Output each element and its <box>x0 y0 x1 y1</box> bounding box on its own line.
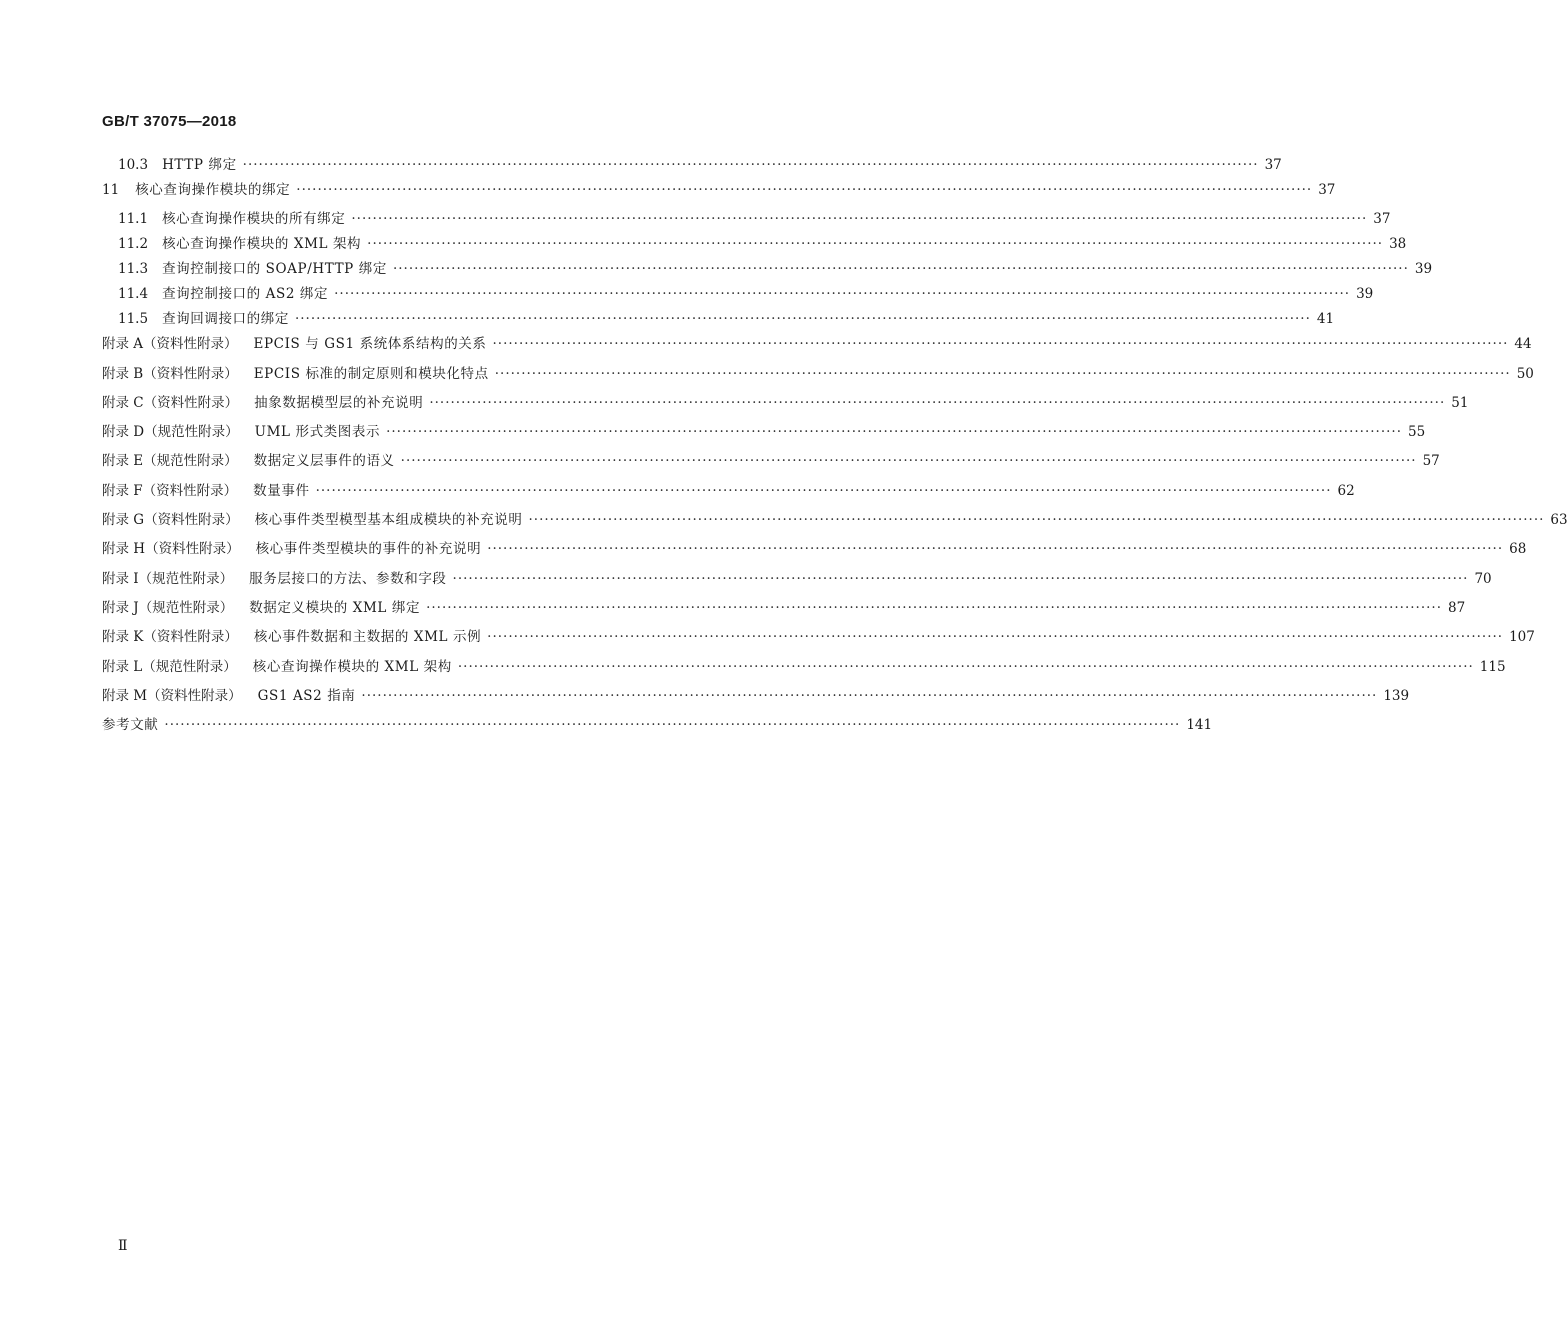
toc-entry-number: 11.3 <box>118 261 149 278</box>
toc-entry-page: 57 <box>1422 453 1440 470</box>
toc-entry[interactable] <box>102 307 1335 332</box>
toc-entry-title: 核心查询操作模块的 XML 架构 <box>252 658 452 675</box>
toc-entry-page: 37 <box>1318 182 1336 198</box>
toc-entry-title: 核心查询操作模块的 XML 架构 <box>162 236 362 253</box>
toc-entry[interactable] <box>102 153 1282 178</box>
toc-entry[interactable] <box>102 684 1410 713</box>
toc-leader-dots <box>487 541 1503 557</box>
toc-entry-number: 附录 F（资料性附录） <box>102 482 238 499</box>
toc-leader-dots <box>351 211 1367 227</box>
toc-entry-title: 查询控制接口的 AS2 绑定 <box>162 286 329 303</box>
toc-entry-title: GS1 AS2 指南 <box>257 687 356 704</box>
toc-leader-dots <box>429 395 1445 411</box>
standard-code-header: GB/T 37075—2018 <box>102 113 237 130</box>
toc-entry-page: 39 <box>1414 261 1433 278</box>
toc-entry[interactable] <box>102 332 1532 361</box>
toc-entry-title: 查询控制接口的 SOAP/HTTP 绑定 <box>162 261 387 278</box>
toc-entry-number: 附录 I（规范性附录） <box>102 570 234 587</box>
toc-entry-page: 41 <box>1316 311 1335 328</box>
toc-entry-title: 查询回调接口的绑定 <box>162 311 289 328</box>
toc-leader-dots <box>458 659 1474 675</box>
toc-entry-number: 11.2 <box>118 236 149 253</box>
toc-leader-dots <box>493 336 1509 352</box>
toc-entry[interactable] <box>102 567 1492 596</box>
toc-entry-title: EPCIS 与 GS1 系统体系结构的关系 <box>253 336 487 353</box>
toc-entry-number: 附录 E（规范性附录） <box>102 453 238 470</box>
toc-entry-number: 附录 C（资料性附录） <box>102 394 239 411</box>
toc-entry-page: 44 <box>1514 336 1532 353</box>
toc-leader-dots <box>495 366 1511 382</box>
toc-entry-page: 141 <box>1186 717 1213 734</box>
toc-entry-number: 附录 L（规范性附录） <box>102 658 237 675</box>
toc-entry-title: 核心事件数据和主数据的 XML 示例 <box>253 629 482 646</box>
toc-entry-number: 附录 J（规范性附录） <box>102 599 234 616</box>
toc-entry-title: 服务层接口的方法、参数和字段 <box>249 570 447 587</box>
toc-entry-number: 11 <box>102 182 120 198</box>
toc-entry-page: 68 <box>1509 541 1527 558</box>
toc-leader-dots <box>164 717 1180 733</box>
toc-entry[interactable] <box>102 178 1336 207</box>
toc-entry-title: 核心查询操作模块的绑定 <box>135 182 291 198</box>
toc-leader-dots <box>295 311 1311 327</box>
toc-entry[interactable] <box>102 257 1433 282</box>
toc-leader-dots <box>334 286 1350 302</box>
toc-entry-page: 107 <box>1509 629 1535 646</box>
toc-entry-number: 附录 H（资料性附录） <box>102 541 240 558</box>
toc-leader-dots <box>361 688 1377 704</box>
toc-entry-title: 抽象数据模型层的补充说明 <box>254 394 424 411</box>
toc-entry-number: 10.3 <box>118 157 149 173</box>
page-number: Ⅱ <box>118 1238 128 1254</box>
toc-entry-page: 50 <box>1516 365 1534 382</box>
toc-leader-dots <box>528 512 1544 528</box>
toc-entry-title: 数据定义模块的 XML 绑定 <box>249 599 421 616</box>
toc-entry-title: 核心事件类型模块的事件的补充说明 <box>255 541 482 558</box>
toc-entry-page: 87 <box>1448 599 1466 616</box>
toc-entry-number: 11.5 <box>118 311 149 328</box>
toc-leader-dots <box>243 157 1259 173</box>
toc-entry-title: HTTP 绑定 <box>162 157 237 173</box>
toc-leader-dots <box>386 424 1402 440</box>
toc-entry-number: 附录 D（规范性附录） <box>102 424 239 441</box>
table-of-contents <box>102 153 1568 742</box>
toc-entry[interactable] <box>102 713 1213 742</box>
toc-entry-number: 附录 K（资料性附录） <box>102 629 238 646</box>
toc-entry-title: 数量事件 <box>253 482 310 499</box>
toc-entry-number: 附录 M（资料性附录） <box>102 687 242 704</box>
toc-entry[interactable] <box>102 420 1426 449</box>
toc-entry-page: 55 <box>1408 424 1426 441</box>
toc-entry[interactable] <box>102 537 1527 566</box>
toc-entry-number: 附录 A（资料性附录） <box>102 336 238 353</box>
toc-entry-title: UML 形式类图表示 <box>254 424 381 441</box>
toc-leader-dots <box>426 600 1442 616</box>
toc-leader-dots <box>487 629 1503 645</box>
toc-entry[interactable] <box>102 449 1440 478</box>
toc-leader-dots <box>367 236 1383 252</box>
toc-entry[interactable] <box>102 655 1506 684</box>
toc-entry-number: 11.1 <box>118 211 149 228</box>
toc-leader-dots <box>316 483 1332 499</box>
toc-leader-dots <box>296 182 1312 198</box>
toc-entry-title: 参考文献 <box>102 717 159 734</box>
toc-leader-dots <box>453 571 1469 587</box>
toc-leader-dots <box>401 453 1417 469</box>
toc-entry[interactable] <box>102 282 1374 307</box>
toc-entry-page: 115 <box>1479 658 1506 675</box>
toc-entry[interactable] <box>102 232 1407 257</box>
toc-entry-page: 38 <box>1389 236 1407 253</box>
toc-entry-page: 37 <box>1264 157 1282 173</box>
toc-entry-page: 51 <box>1451 394 1469 411</box>
toc-entry-number: 附录 G（资料性附录） <box>102 512 239 529</box>
toc-entry-page: 139 <box>1383 687 1410 704</box>
toc-entry-page: 62 <box>1337 482 1355 499</box>
toc-entry[interactable] <box>102 391 1469 420</box>
toc-entry[interactable] <box>102 479 1355 508</box>
toc-entry-page: 37 <box>1373 211 1391 228</box>
toc-entry[interactable] <box>102 508 1568 537</box>
toc-entry[interactable] <box>102 596 1466 625</box>
toc-entry[interactable] <box>102 207 1391 232</box>
toc-entry-page: 39 <box>1356 286 1374 303</box>
toc-entry-title: 核心事件类型模型基本组成模块的补充说明 <box>254 512 523 529</box>
toc-entry-title: EPCIS 标准的制定原则和模块化特点 <box>253 365 489 382</box>
toc-entry-page: 63 <box>1550 512 1568 529</box>
toc-entry-page: 70 <box>1474 570 1492 587</box>
toc-entry-number: 附录 B（资料性附录） <box>102 365 238 382</box>
toc-entry[interactable] <box>102 362 1534 391</box>
toc-entry[interactable] <box>102 625 1535 654</box>
toc-entry-title: 数据定义层事件的语义 <box>253 453 395 470</box>
toc-entry-title: 核心查询操作模块的所有绑定 <box>162 211 346 228</box>
toc-leader-dots <box>393 261 1409 277</box>
toc-entry-number: 11.4 <box>118 286 149 303</box>
